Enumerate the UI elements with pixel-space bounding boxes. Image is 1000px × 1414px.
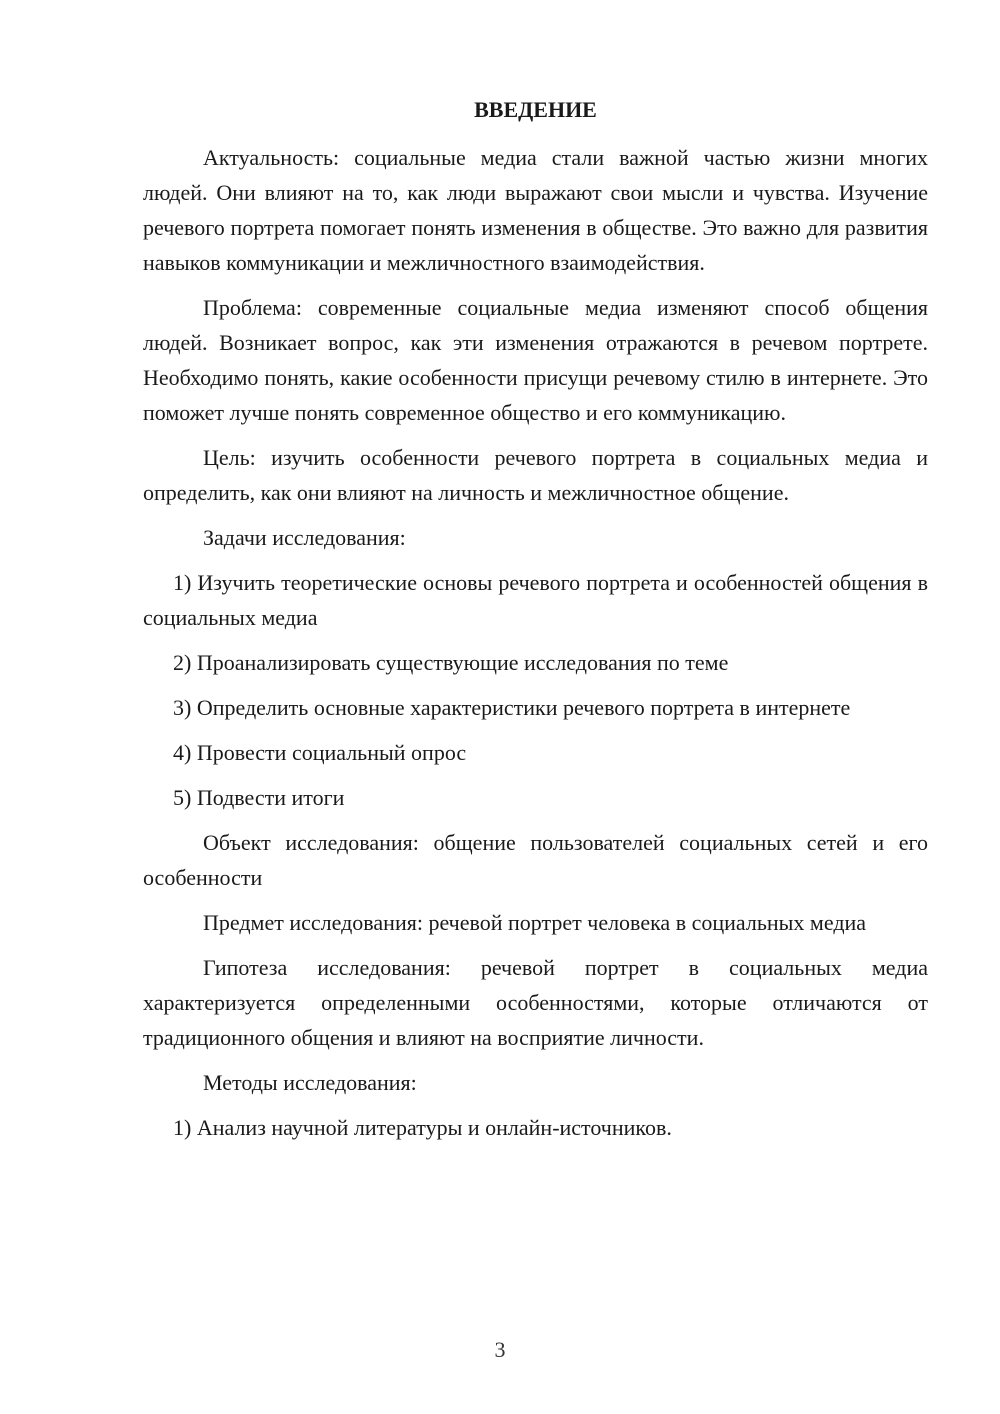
task-item-3: 3) Определить основные характеристики речевого портрета в интернете (173, 695, 851, 720)
task-item-2: 2) Проанализировать существующие исследования по теме (173, 650, 729, 675)
paragraph-relevance: Актуальность: социальные медиа стали важной частью жизни многих людей. Они влияют на то, как люди выражают свои мысли и чувства. Изучение речевого портрета помогает понять изменения в обществе. Это важно для развития навыков коммуникации и межличностного взаимодействия. (143, 145, 928, 275)
document-page (143, 90, 928, 1155)
paragraph-goal: Цель: изучить особенности речевого портрета в социальных медиа и определить, как они влияют на личность и межличностное общение. (143, 445, 928, 505)
paragraph-subject: Предмет исследования: речевой портрет человека в социальных медиа (203, 910, 867, 935)
task-item-1: 1) Изучить теоретические основы речевого портрета и особенностей общения в социальных медиа (143, 570, 928, 630)
paragraph-problem: Проблема: современные социальные медиа изменяют способ общения людей. Возникает вопрос, как эти изменения отражаются в речевом портрете. Необходимо понять, какие особенности присущи речевому стилю в интернете. Это поможет лучше понять современное общество и его коммуникацию. (143, 295, 928, 425)
task-item-5: 5) Подвести итоги (173, 785, 345, 810)
document-title: ВВЕДЕНИЕ (474, 97, 597, 122)
paragraph-object: Объект исследования: общение пользователей социальных сетей и его особенности (143, 830, 928, 890)
paragraph-methods-heading: Методы исследования: (203, 1070, 417, 1095)
paragraph-tasks-heading: Задачи исследования: (203, 525, 406, 550)
paragraph-hypothesis: Гипотеза исследования: речевой портрет в социальных медиа характеризуется определенными особенностями, которые отличаются от традиционного общения и влияют на восприятие личности. (143, 955, 928, 1050)
task-item-4: 4) Провести социальный опрос (173, 740, 467, 765)
method-item-1: 1) Анализ научной литературы и онлайн-источников. (173, 1115, 672, 1140)
page-number: 3 (494, 1337, 506, 1362)
